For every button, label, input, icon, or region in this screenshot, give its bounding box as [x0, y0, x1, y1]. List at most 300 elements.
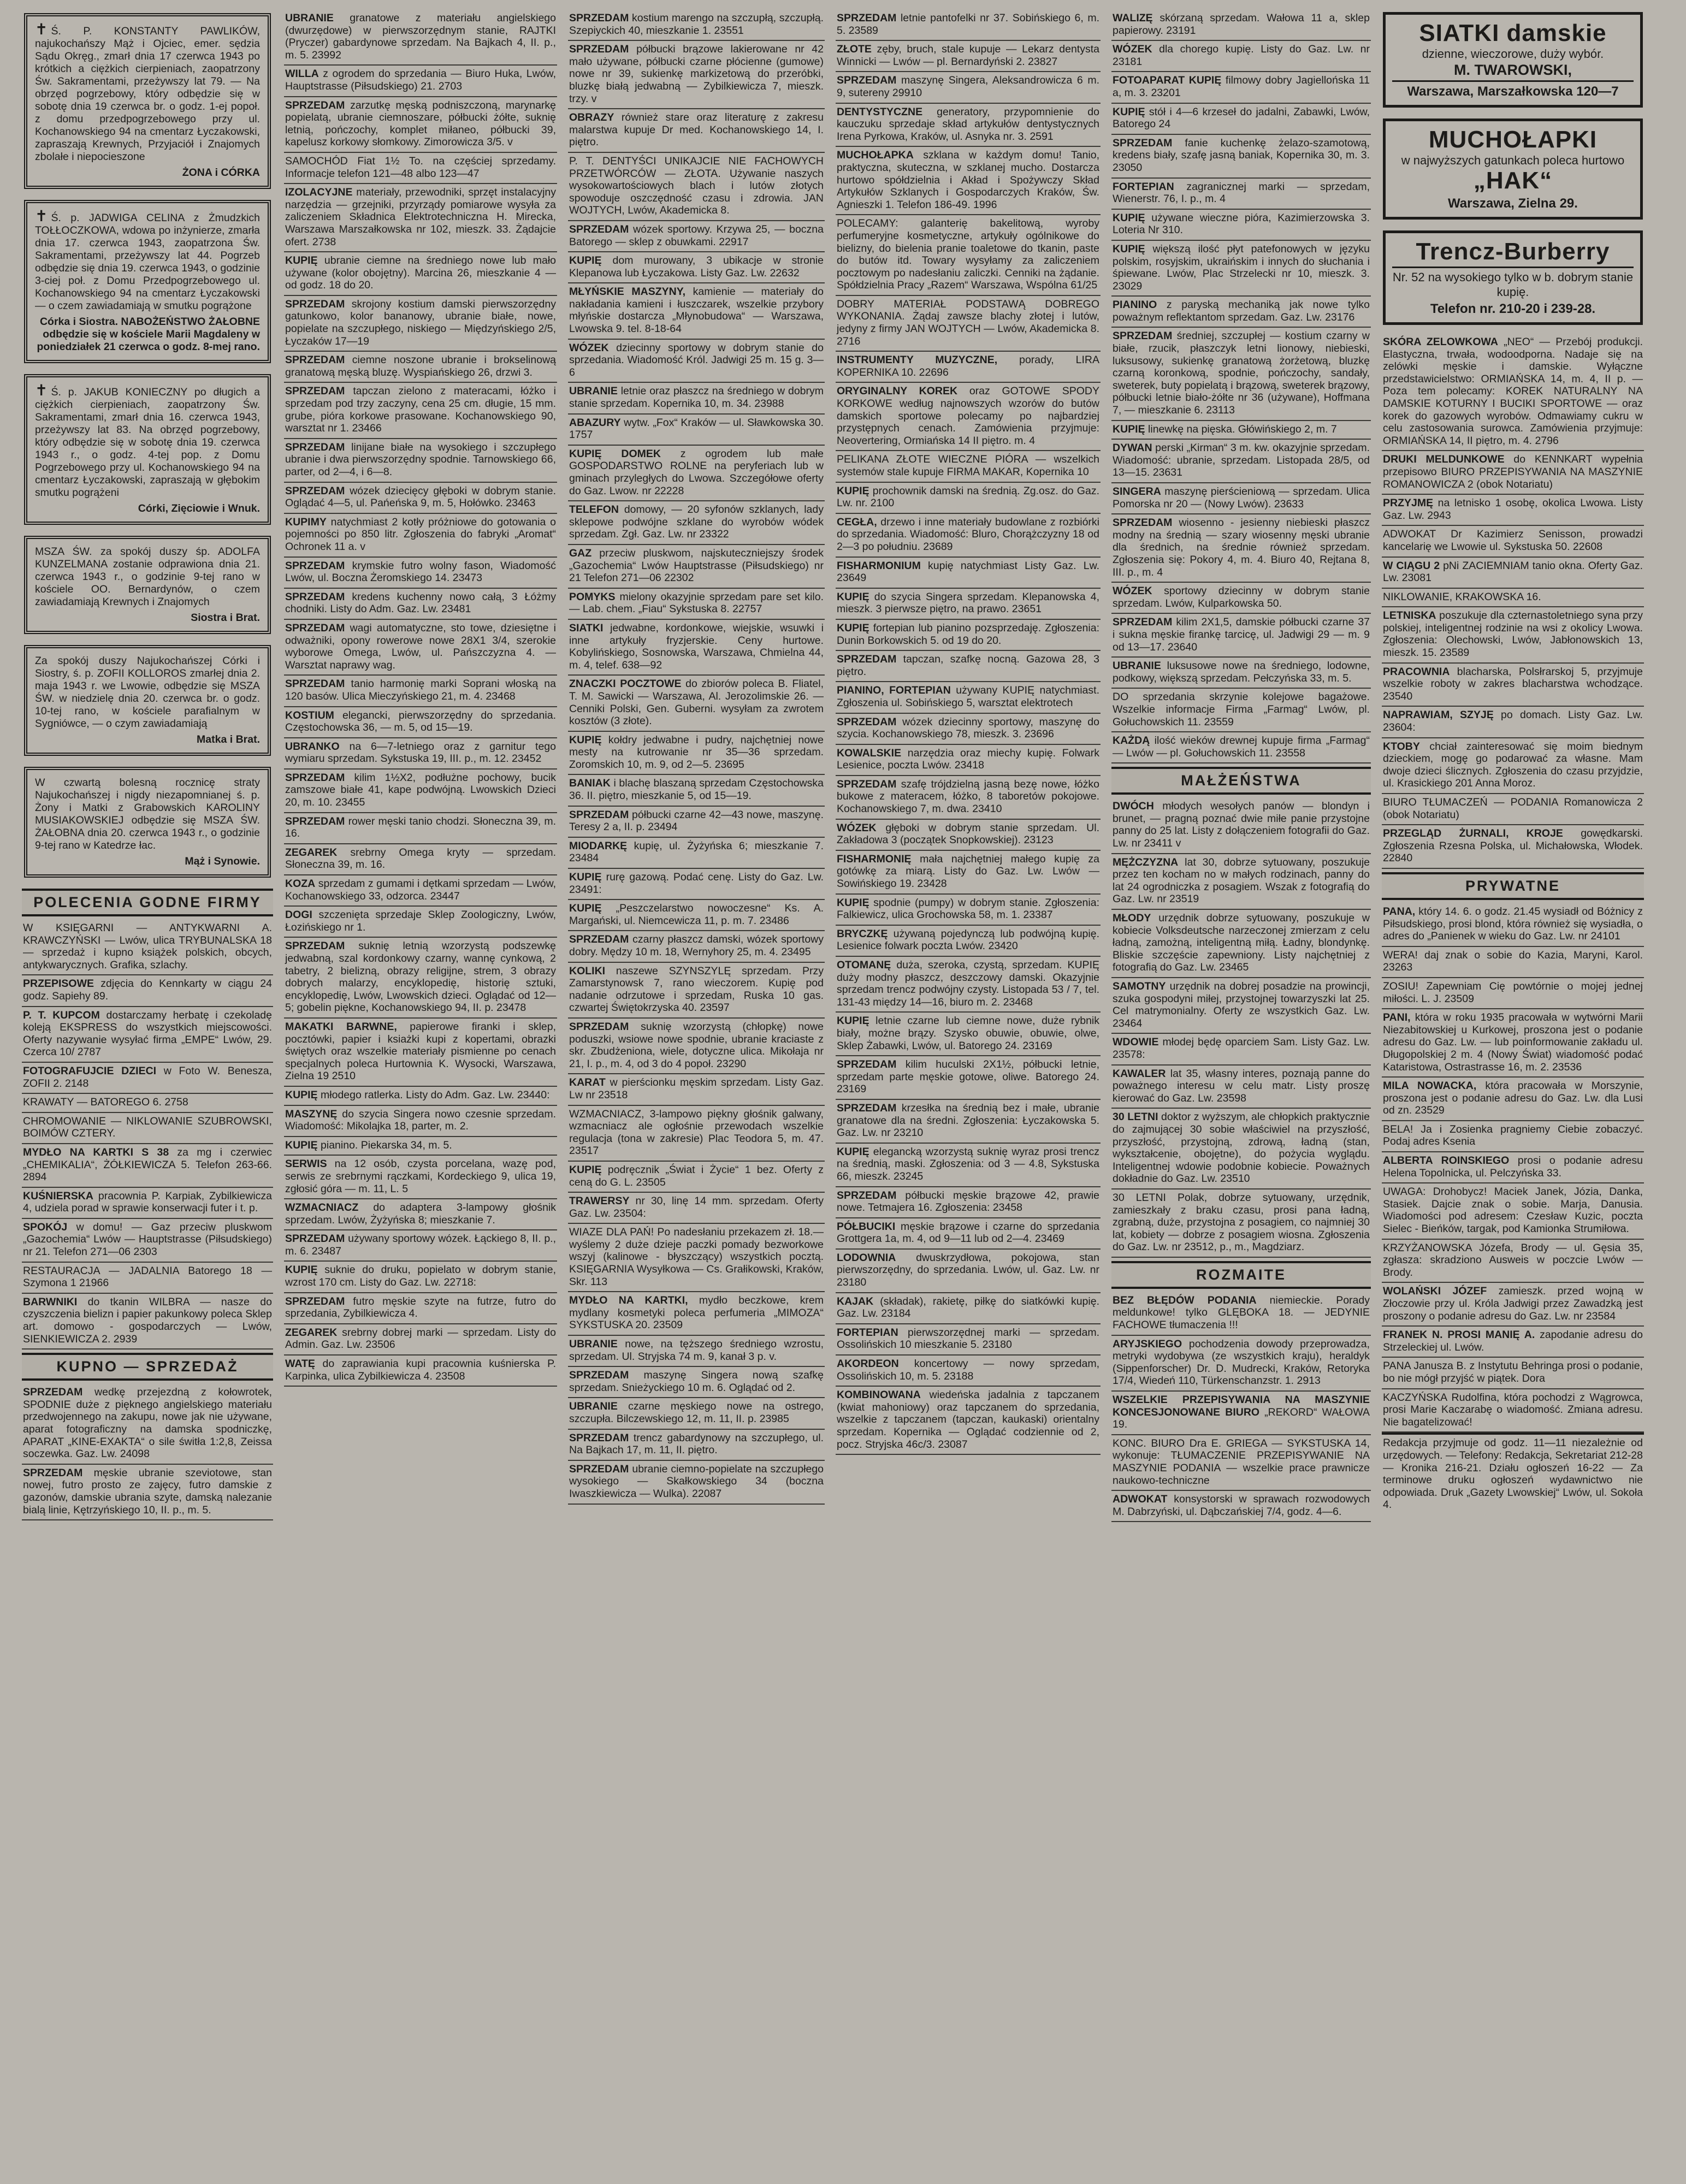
classified-ad: NIKLOWANIE, KRAKOWSKA 16.: [1382, 589, 1644, 608]
ad-lead-word: UBRANIE: [569, 385, 618, 398]
obituary-2: [24, 200, 271, 363]
classified-ad: SIATKI jedwabne, kordonkowe, wiejskie, wsuwki i inne artykuły fryzjerskie. Ceny hurtowe. Kobylińskiego, Sosnowska, Warszawa, Chmielna 44, m. 4, telef. 638—92: [568, 620, 825, 676]
classified-ad: PIANINO z paryską mechaniką jak nowe tylko poważnym reflektantom sprzedam. Gaz. Lw. 23176: [1111, 297, 1371, 328]
column-7: [1655, 10, 1686, 2174]
classified-ad: PANI, która w roku 1935 pracowała w wytwórni Marii Niezabitowskiej u Kurkowej, proszona jest o podanie adresu do Gaz. Lw. — lub poinformowanie zakładu ul. Długopolskiej 2 m. 4 (Nowy Świat) wiadomość podać Kataristowa, Ostrastrasse 16, m. 2. 23536: [1382, 1009, 1644, 1078]
ad-lead-word: SPOKÓJ: [23, 1221, 68, 1233]
obituary-text: Ś. p. JADWIGA CELINA z Żmudzkich TOŁŁOCZKOWA, wdowa po inżynierze, zmarła dnia 17. czerwca 1943, zaopatrzona Św. Sakramentami, przeżywszy lat 44. Pogrzeb odbędzie się dnia 19. czerwca 1943, o godzinie 3-ciej poł. z Domu Przedpogrzebowego ul. Kochanowskiego 94 na cmentarz Łyczakowski — o czem zawiadamiają w smutku pogrążone: [35, 212, 260, 312]
display-ad-name: „HAK“: [1473, 167, 1553, 194]
classified-ad: RESTAURACJA — JADALNIA Batorego 18 — Szymona 1 21966: [22, 1263, 273, 1294]
classified-ad: SPRZEDAM tapczan zielono z materacami, łóżko i sprzedam pod trzy zaczyny, cena 25 cm. długie, 15 mm. grube, pióra korkowe prasowane. Kochanowskiego 90, warsztat nr 1. 23466: [284, 383, 557, 439]
ad-lead-word: UBRANIE: [1113, 660, 1161, 672]
classified-ad: PIANINO, FORTEPIAN używany KUPIĘ natychmiast. Zgłoszenia ul. Sobińskiego 5, warsztat elektrotech: [836, 682, 1101, 713]
ad-lead-word: SPRZEDAM: [837, 778, 897, 790]
ad-lead-word: KUPIĘ: [1113, 242, 1145, 255]
classified-ad: MASZYNĘ do szycia Singera nowo czesnie sprzedam. Wiadomość: Mikolajka 18, parter, m. 2.: [284, 1106, 557, 1137]
ad-lead-word: PRZEGLĄD ŻURNALI, KROJE: [1383, 827, 1563, 840]
classified-ad: KUPIĘ elegancką wzorzystą suknię wyraz prosi trencz na średnią, maski. Zgłoszenia: od 3 — 4.8, Sykstuska 66, mieszk. 23245: [836, 1144, 1101, 1187]
classified-ad: MYDŁO NA KARTKI S 38 za mg i czerwiec „CHEMIKALIA“, ŻÓŁKIEWICZA 5. Telefon 263-66. 2894: [22, 1144, 273, 1188]
ad-lead-word: IZOLACYJNE: [285, 186, 353, 199]
classified-ad: FORTEPIAN pierwszorzędnej marki — sprzedam. Ossolińskich 10 mieszkanie 5. 23180: [836, 1324, 1101, 1356]
ad-lead-word: SPRZEDAM: [837, 1102, 897, 1114]
column-5: [1111, 10, 1371, 2174]
ad-lead-word: SPRZEDAM: [569, 808, 629, 821]
classified-ad: WZMACNIACZ do adaptera 3-lampowy głośnik sprzedam. Lwów, Żyżyńska 8; mieszkanie 7.: [284, 1199, 557, 1230]
classified-ad: WÓZEK sportowy dziecinny w dobrym stanie sprzedam. Lwów, Kulparkowska 50.: [1111, 583, 1371, 614]
ad-lead-word: LODOWNIA: [837, 1251, 896, 1264]
ad-lead-word: SPRZEDAM: [285, 559, 345, 572]
ad-lead-word: PIANINO, FORTEPIAN: [837, 684, 951, 697]
ad-lead-word: ZŁOTE: [837, 43, 872, 56]
ad-lead-word: KUPIĘ: [837, 484, 869, 497]
ad-lead-word: WATĘ: [285, 1358, 315, 1370]
classified-ad: INSTRUMENTY MUZYCZNE, porady, LIRA KOPERNIKA 10. 22696: [836, 352, 1101, 383]
ads-list: [22, 1384, 273, 1520]
classified-ad: ZŁOTE zęby, bruch, stale kupuje — Lekarz dentysta Winnicki — Lwów — pl. Bernardyński 2. 23827: [836, 41, 1101, 72]
classified-ad: WÓZEK dla chorego kupię. Listy do Gaz. Lw. nr 23181: [1111, 41, 1371, 72]
classified-ad: SPRZEDAM maszynę Singera nową szafkę sprzedam. Snieżyckiego 10 m. 6. Oglądać od 2.: [568, 1367, 825, 1398]
column-2: [284, 10, 557, 2174]
ad-lead-word: SPRZEDAM: [837, 715, 897, 728]
classified-ad: SINGERA maszynę pierścieniową — sprzedam. Ulica Pomorska nr 20 — (Nowy Lwów). 23633: [1111, 483, 1371, 514]
ad-lead-word: DOGI: [285, 909, 312, 921]
obituary-signature: Matka i Brat.: [197, 733, 260, 745]
ad-lead-word: DYWAN: [1113, 442, 1152, 454]
ad-lead-word: POMYKS: [569, 590, 616, 603]
classified-ad: WALIZĘ skórzaną sprzedam. Wałowa 11 a, sklep papierowy. 23191: [1111, 10, 1371, 41]
classified-ad: UBRANIE granatowe z materiału angielskiego (dwurzędowe) w pierwszorzędnym stanie, RAJTKI (Pryczer) gabardynowe sprzedam. Na Bajkach 4, II. p., m. 5. 23992: [284, 10, 557, 66]
ad-lead-word: KUPIĘ: [837, 1145, 869, 1158]
classified-ad: SPRZEDAM tapczan, szafkę nocną. Gazowa 28, 3 piętro.: [836, 651, 1101, 682]
classified-ad: KUPIĘ ubranie ciemne na średniego nowe lub mało używane (kolor obojętny). Marcina 26, mieszkanie 4 — od godz. 18 do 20.: [284, 252, 557, 296]
ad-lead-word: WÓZEK: [1113, 585, 1152, 597]
ad-lead-word: SPRZEDAM: [285, 590, 345, 603]
classified-ad: SPRZEDAM wagi automatyczne, sto towe, dziesiętne i odważniki, opony rowerowe nowe 28X1 3/4, szerokie wyborowe Omega, Lwów, ul. Pańszczyzna 4. — Warsztat naprawy wag.: [284, 620, 557, 676]
ad-lead-word: KUPIĘ: [1113, 105, 1145, 118]
ad-lead-word: KAWALER: [1113, 1067, 1166, 1080]
classified-ad: SERWIS na 12 osób, czysta porcelana, wazę pod, serwis ze srebrnymi rączkami, Kordeckiego 9, ulica 19, zgłosić góra — m. 11, L. 5: [284, 1156, 557, 1199]
ad-lead-word: SPRZEDAM: [569, 43, 629, 56]
display-ad-mucholapki: [1383, 119, 1643, 220]
classified-ad: FOTOAPARAT KUPIĘ filmowy dobry Jagiellońska 11 a, m. 3. 23201: [1111, 72, 1371, 103]
ad-lead-word: UBRANIE: [569, 1400, 618, 1413]
obituary-signature: Siostra i Brat.: [191, 612, 260, 624]
ad-lead-word: KUPIĘ: [285, 254, 318, 267]
ad-lead-word: ALBERTA ROINSKIEGO: [1383, 1155, 1510, 1167]
classified-ad: MIODARKĘ kupię, ul. Żyżyńska 6; mieszkanie 7. 23484: [568, 838, 825, 869]
classified-ad: SPRZEDAM szafę trójdzielną jasną bezę nowe, łóżko bukowe z materacem, łóżko, 8 taboretów pokojowe. Kochanowskiego 7, m. dwa. 23410: [836, 776, 1101, 820]
classified-ad: KUŚNIERSKA pracownia P. Karpiak, Zybilkiewicza 4, udziela porad w sprawie konserwacji futer i t. p.: [22, 1188, 273, 1219]
classified-ad: BEZ BŁĘDÓW PODANIA niemieckie. Porady meldunkowe! tylko GLĘBOKA 18. — JEDYNIE FACHOWE tłumaczenia !!!: [1111, 1292, 1371, 1336]
classified-ad: ZOSIU! Zapewniam Cię powtórnie o mojej jednej miłości. L. J. 23509: [1382, 978, 1644, 1009]
classified-ad: SPRZEDAM letnie pantofelki nr 37. Sobińskiego 6, m. 5. 23589: [836, 10, 1101, 41]
ad-lead-word: KUPIMY: [285, 516, 327, 528]
classified-ad: SAMOCHÓD Fiat 1½ To. na częściej sprzedamy. Informacje telefon 121—48 albo 123—47: [284, 153, 557, 184]
ad-lead-word: WDOWIE: [1113, 1036, 1159, 1049]
ad-lead-word: SPRZEDAM: [285, 771, 345, 784]
ad-lead-word: SPRZEDAM: [569, 1431, 629, 1444]
column-6: [1382, 10, 1644, 2174]
ad-lead-word: FORTEPIAN: [837, 1326, 898, 1339]
display-ad-address: Telefon nr. 210-20 i 239-28.: [1430, 301, 1596, 316]
ad-lead-word: KUPIĘ: [569, 1163, 602, 1176]
ad-lead-word: WÓZEK: [1113, 43, 1152, 56]
classified-ad: GAZ przeciw pluskwom, najskuteczniejszy środek „Gazochemia“ Lwów Hauptstrasse (Piłsudskiego) nr 21 Telefon 271—06 22302: [568, 545, 825, 589]
ad-lead-word: SAMOTNY: [1113, 980, 1166, 992]
classified-ad: UBRANIE czarne męskiego nowe na ostrego, szczupła. Bilczewskiego 12, m. 11, II. p. 23985: [568, 1398, 825, 1429]
classified-ad: W CIĄGU 2 pNi ZACIEMNIAM tanio okna. Oferty Gaz. Lw. 23081: [1382, 558, 1644, 589]
ad-lead-word: 30 LETNI: [1113, 1111, 1158, 1123]
ad-lead-word: KOSTIUM: [285, 709, 334, 721]
classified-ad: CEGŁA, drzewo i inne materiały budowlane z rozbiórki do sprzedania. Wiadomość: Bluro, Chorążczyzny 18 od 2—3 po południu. 23689: [836, 514, 1101, 558]
obituary-text: W czwartą bolesną rocznicę straty Najukochańszej i nigdy niezapomnianej ś. p. Żony i Matki z Grabowskich KAROLINY MUSIAKOWSKIEJ odbędzie się MSZA ŚW. ŻAŁOBNA dnia 20. czerwca 1943 r., o godzinie 9-tej rano w Katedrze łac.: [35, 777, 260, 851]
ad-lead-word: KOZA: [285, 878, 316, 890]
classified-ad: SPRZEDAM tanio harmonię marki Soprani włoską na 120 basów. Ulica Mieczyńskiego 21, m. 4. 23468: [284, 676, 557, 707]
ad-lead-word: OBRAZY: [569, 111, 614, 124]
column-4: [836, 10, 1101, 2174]
ad-lead-word: DRUKI MELDUNKOWE: [1383, 453, 1505, 466]
classified-ad: SPRZEDAM kredens kuchenny nowo całą, 3 Łóżmy chodniki. Listy do Adm. Gaz. Lw. 23481: [284, 589, 557, 620]
classified-ad: PRZEPISOWE zdjęcia do Kennkarty w ciągu 24 godz. Sapiehy 89.: [22, 975, 273, 1007]
classified-ad: KAŻDĄ ilość wieków drewnej kupuje firma „Farmag“ — Lwów — pl. Gołuchowskich 11. 23558: [1111, 732, 1371, 763]
ad-lead-word: MŁYŃSKIE MASZYNY,: [569, 286, 686, 298]
classified-ad: SAMOTNY urzędnik na dobrej posadzie na prowincji, szuka gospodyni miłej, przystojnej towarzyszki lat 25. Cel matrymonialny. Oferty ze wszystkich Gaz. Lw. 23464: [1111, 978, 1371, 1034]
classified-ad: AKORDEON koncertowy — nowy sprzedam, Ossolińskich 10, m. 5. 23188: [836, 1356, 1101, 1387]
classified-ad: ZEGAREK srebrny Omega kryty — sprzedam. Słoneczna 39, m. 16.: [284, 844, 557, 875]
display-ad-headline: MUCHOŁAPKI: [1428, 126, 1598, 153]
classified-ad: UBRANIE nowe, na tęższego średniego wzrostu, sprzedam. Ul. Stryjska 74 m. 9, kanał 3 p. v.: [568, 1336, 825, 1367]
obituary-text: Ś. P. KONSTANTY PAWLIKÓW, najukochańszy Mąż i Ojciec, emer. sędzia Sądu Okręg., zmarł dnia 17 czerwca 1943 po krótkich a ciężkich cierpieniach, zaopatrzony Św. Sakramentami, przeżywszy lat 79. — Na obrzęd pogrzebowy, który odbędzie się w sobotę dnia 19 czerwca br. o godz. 1-ej popoł. z domu przedpogrzebowego przy ul. Kochanowskiego 94 na cmentarz Łyczakowski, zapraszają Krewnych, Przyjaciół i Znajomych zbolałe i niepocieszone: [35, 25, 260, 163]
classified-ad: ADWOKAT konsystorski w sprawach rozwodowych M. Dabrzyński, ul. Dąbczańskiej 7/4, godz. 4—6.: [1111, 1491, 1371, 1522]
classified-ad: KRAWATY — BATOREGO 6. 2758: [22, 1094, 273, 1113]
classified-ad: KRZYŻANOWSKA Józefa, Brody — ul. Gęsia 35, zgłasza: skradziono Ausweis w poczcie Lwów — Brody.: [1382, 1240, 1644, 1283]
ad-lead-word: ZEGAREK: [285, 846, 338, 859]
ad-lead-word: MĘŻCZYZNA: [1113, 856, 1179, 868]
classified-ad: 30 LETNI Polak, dobrze sytuowany, urzędnik, zamieszkały z braku czasu, prosi pana ładną, zgrabną, duże, przystojna z posagiem, co najmniej 30 lat, kobiety — dobrze z posagiem wiosna. Zgłoszenia do Gaz. Lw. nr 23512, p., m., Magdziarz.: [1111, 1189, 1371, 1258]
classified-ad: TRAWERSY nr 30, linę 14 mm. sprzedam. Oferty Gaz. Lw. 23504:: [568, 1193, 825, 1224]
display-ad-address: Warszawa, Zielna 29.: [1448, 196, 1578, 211]
classified-ad: NAPRAWIAM, SZYJĘ po domach. Listy Gaz. Lw. 23604:: [1382, 707, 1644, 738]
ad-lead-word: SPRZEDAM: [285, 1295, 345, 1307]
classified-ad: SPRZEDAM suknię letnią wzorzystą podszewkę jedwabną, szal kordonkowy czarny, wannę cynkową, 2 tabetry, 2 bielizną, obrazy religijne, strem, 3 obrazy dobrych malarzy, encyklopedię, historię sztuki, encyklopedię, Lwów, Lwowskich dzieci. Oglądać od 12—5; gobelin piękne, Kochanowskiego 94, II. p. 23478: [284, 938, 557, 1019]
classified-ad: SPRZEDAM rower męski tanio chodzi. Słoneczna 39, m. 16.: [284, 813, 557, 844]
publisher-footer: Redakcja przyjmuje od godz. 11—11 niezależnie od urzędowych. — Telefony: Redakcja, Sekretariat 212-28 — Kronika 216-21. Działu ogłoszeń 16-22 — Za terminowe druku ogłoszeń wydawnictwo nie odpowiada. Druk „Gazety Lwowskiej“ Lwów, ul. Sokoła 4.: [1382, 1433, 1644, 1514]
classified-ad: KOZA sprzedam z gumami i dętkami sprzedam — Lwów, Kochanowskiego 33, odzorca. 23447: [284, 875, 557, 907]
ad-lead-word: KUPIĘ DOMEK: [569, 447, 661, 460]
classified-ad: DO sprzedania skrzynie kolejowe bagażowe. Wszelkie informacje Firma „Farmag“ Lwów, pl. Gołuchowskich 11. 23559: [1111, 689, 1371, 732]
ad-lead-word: SPRZEDAM: [569, 1020, 629, 1033]
classified-ad: PRACOWNIA blacharska, Polsłrarskoj 5, przyjmuje wszelkie roboty w zakres blacharstwa wchodzące. 23540: [1382, 664, 1644, 707]
obituary-signature: Córki, Zięciowie i Wnuk.: [138, 502, 260, 514]
classified-ad: DOGI szczenięta sprzedaje Sklep Zoologiczny, Lwów, Łozińskiego nr 1.: [284, 907, 557, 938]
ad-lead-word: SPRZEDAM: [285, 99, 345, 111]
classified-ad: MAKATKI BARWNE, papierowe firanki i sklep, pocztówki, papier i ksiażki kupi z kopertami, obrazki świętych oraz wszelkie materiały pismienne po cenach specjalnych poleca Hurtownia K. Wysocki, Warszawa, Zielna 19 2510: [284, 1019, 557, 1087]
ad-lead-word: KUPIĘ: [837, 622, 869, 634]
ad-lead-word: SPRZEDAM: [285, 298, 345, 310]
classified-ad: POMYKS mielony okazyjnie sprzedam pare set kilo. — Lab. chem. „Fiau“ Sykstuska 8. 22757: [568, 589, 825, 620]
ad-lead-word: LETNISKA: [1383, 609, 1436, 622]
classified-ad: SPRZEDAM wiosenno - jesienny niebieski płaszcz modny na średnią — szary wiosenny męski ubranie dla średnich, na średnie również sprzedam. Zgłoszenia się: Pokory 4, m. 4. Biuro 40, Rejtana 8, III. p., m. 4: [1111, 514, 1371, 583]
classified-ad: WSZELKIE PRZEPISYWANIA NA MASZYNIE KONCESJONOWANE BIURO „REKORD“ WAŁOWA 19.: [1111, 1392, 1371, 1435]
ad-lead-word: AKORDEON: [837, 1358, 899, 1370]
ad-lead-word: SPRZEDAM: [285, 441, 345, 453]
ad-lead-word: KUPIĘ: [837, 896, 869, 909]
classified-ad: SPRZEDAM średniej, szczupłej — kostium czarny w białe, rzucik, płaszczyk letni lionowy, niebieski, luksusowy, sukienkę granatową żorżetową, bluzkę czarną koronkową, spodnie, pończochy, sandały, sweterek, buty popielatą i brązową, sweterek brązowy, półbucki letnie biało-żółte nr 36 (używane), Hoffmana 7, — mieszkanie 6. 23113: [1111, 328, 1371, 421]
ad-lead-word: WALIZĘ: [1113, 12, 1153, 24]
classified-ad: SPRZEDAM fanie kuchenkę żelazo-szamotową, kredens biały, szafę jasną baniak, Kopernika 30, m. 3. 23050: [1111, 135, 1371, 179]
ad-lead-word: SPRZEDAM: [285, 385, 345, 398]
classified-ad: SPRZEDAM zarzutkę męską podniszczoną, marynarkę popielatą, ubranie ciemnoszare, półbucki żółte, suknię letnią, pończochy, komplet miłaneo, półbucki 39, kapelusz korkowy słomkowy. Zimorowicza 3/5. v: [284, 97, 557, 153]
ad-lead-word: FISHARMONIUM: [837, 559, 921, 572]
obituary-signature: Mąż i Synowie.: [185, 855, 260, 867]
ad-lead-word: FORTEPIAN: [1113, 180, 1174, 193]
classified-ad: KUPIĘ stół i 4—6 krzeseł do jadalni, Zabawki, Lwów, Batorego 24: [1111, 104, 1371, 135]
classified-ad: P. T. DENTYŚCI UNIKAJCIE NIE FACHOWYCH PRZETWÓRCÓW — ZŁOTA. Używanie naszych wysokowartościowych blach i lutów złotych spowoduje oszczędność czasu i zdrowia. JAN WOJTYCH, Lwów, Akademicka 8.: [568, 153, 825, 221]
ad-lead-word: GAZ: [569, 547, 592, 559]
classified-ad: KOMBINOWANA wiedeńska jadalnia z tapczanem (kwiat mahoniowy) oraz tapczanem do sprzedania, wszelkie z tapczanem (tapczan, kaukaski) orientalny sprzedam. Kopernika — Oglądać codziennie od 2, pocz. Stryjska 46c/3. 23087: [836, 1387, 1101, 1455]
ads-list: [22, 920, 273, 1350]
ad-lead-word: ARYJSKIEGO: [1113, 1337, 1182, 1350]
section-banner-buy-sell: KUPNO — SPRZEDAŻ: [22, 1353, 273, 1381]
classified-ad: KUPIĘ podręcznik „Świat i Życie“ 1 bez. Oferty z ceną do G. L. 23505: [568, 1162, 825, 1193]
classified-ad: FISHARMONIUM kupię natychmiast Listy Gaz. Lw. 23649: [836, 558, 1101, 589]
ad-lead-word: KUPIĘ: [1113, 211, 1145, 224]
ad-lead-word: TELEFON: [569, 504, 619, 516]
ad-lead-word: FOTOAPARAT KUPIĘ: [1113, 74, 1222, 87]
classified-ad: ZNACZKI POCZTOWE do zbiorów poleca B. Fliatel, T. M. Sawicki — Warszawa, Al. Jerozolimskie 26. — Cenniki Polski, Gen. Guberni. wysyłam za zwrotem kosztów (3 złote).: [568, 676, 825, 731]
ad-lead-word: SPRZEDAM: [1113, 137, 1173, 149]
classified-ad: KAJAK (składak), rakietę, piłkę do siatkówki kupię. Gaz. Lw. 23184: [836, 1293, 1101, 1324]
ad-lead-word: SPRZEDAM: [569, 933, 629, 946]
display-ad-headline: Trencz-Burberry: [1416, 238, 1610, 265]
newspaper-page: [22, 10, 1666, 2174]
classified-ad: UBRANKO na 6—7-letniego oraz z garnitur tego wymiaru sprzedam. Sykstuska 19, III. p., m. 12. 23452: [284, 738, 557, 770]
column-3: [568, 10, 825, 2174]
classified-ad: MUCHOŁAPKA szklana w każdym domu! Tanio, praktyczna, skuteczna, w szklanej mucho. Dostarcza hurtowo spółdzielnia i Akład i Spożywczy Skład Artykułów Szklanych i Gospodarczych Kraków, Św. Agnieszki 1. Telefon 186-49. 1996: [836, 147, 1101, 215]
ad-lead-word: PIANINO: [1113, 299, 1157, 311]
classified-ad: WDOWIE młodej będę oparciem Sam. Listy Gaz. Lw. 23578:: [1111, 1034, 1371, 1065]
ad-lead-word: SINGERA: [1113, 486, 1161, 498]
classified-ad: FISHARMONIĘ mała najchętniej małego kupię za gotówkę za miarą. Listy do Gaz. Lw. Lwów — Sowińskiego 19. 23428: [836, 851, 1101, 895]
classified-ad: SPRZEDAM używany sportowy wózek. Łąckiego 8, II. p., m. 6. 23487: [284, 1230, 557, 1262]
classified-ad: PRZEGLĄD ŻURNALI, KROJE gowędkarski. Zgłoszenia Rzesna Polska, ul. Michałowska, Włodek. 22840: [1382, 825, 1644, 869]
classified-ad: ALBERTA ROINSKIEGO prosi o podanie adresu Helena Topolnicka, ul. Pelczyńska 33.: [1382, 1152, 1644, 1183]
ad-lead-word: SPRZEDAM: [837, 1058, 897, 1071]
obituary-1: [24, 13, 271, 189]
obituary-3: [24, 374, 271, 525]
classified-ad: WÓZEK głęboki w dobrym stanie sprzedam. Ul. Zakładowa 3 (początek Snopkowskiej). 23123: [836, 820, 1101, 851]
ad-lead-word: SERWIS: [285, 1158, 327, 1170]
classified-ad: OTOMANĘ duża, szeroka, czystą, sprzedam. KUPIĘ duży modny płaszcz, deszczowy damski. Okazyjnie sprzedam trencz podwójny czysty. Listopada 53 / 7, tel. 131-43 między 14—16, biuro m. 2. 23468: [836, 957, 1101, 1013]
classified-ad: UBRANIE letnie oraz płaszcz na średniego w dobrym stanie sprzedam. Kopernika 10, m. 34. 23988: [568, 383, 825, 414]
ad-lead-word: PRZYJMĘ: [1383, 497, 1434, 510]
ad-lead-word: OTOMANĘ: [837, 959, 891, 971]
ad-lead-word: KUPIĘ: [837, 1015, 869, 1027]
ad-lead-word: KUPIĘ: [285, 1264, 318, 1276]
ad-lead-word: SPRZEDAM: [1113, 616, 1173, 629]
classified-ad: KUPIĘ prochownik damski na średnią. Zg.osz. do Gaz. Lw. nr. 2100: [836, 483, 1101, 514]
ad-lead-word: KARAT: [569, 1076, 606, 1089]
ad-lead-word: SPRZEDAM: [285, 484, 345, 497]
classified-ad: KUPIĘ używane wieczne pióra, Kazimierzowska 3. Loteria Nr 310.: [1111, 210, 1371, 241]
display-ad-subline: w najwyższych gatunkach poleca hurtowo: [1401, 153, 1625, 167]
classified-ad: KUPIĘ dom murowany, 3 ubikacje w stronie Klepanowa lub Łyczakowa. Listy Gaz. Lw. 22632: [568, 252, 825, 283]
ad-lead-word: SPRZEDAM: [837, 653, 897, 666]
ad-lead-word: ABAZURY: [569, 416, 621, 429]
classified-ad: POLECAMY: galanterię bakelitową, wyroby perfumeryjne kosmetyczne, artykuły ogólnikowe do bielizny, do bielenia pranie toaletowe do tkanin, paste do butów itd. Towary wysyłamy za zaliczeniem pocztowym po nadesłaniu zaliczki. Cenniki na żądanie. Spółdzielnia Pracy „Razem“ Warszawa, Wspólna 61/25: [836, 215, 1101, 296]
display-ad-siatki: [1383, 12, 1643, 108]
ads-list: [1111, 1292, 1371, 1523]
classified-ad: PANA Janusza B. z Instytutu Behringa prosi o podanie, bo nie mógł przyjść w piątek. Dora: [1382, 1358, 1644, 1389]
obituary-signature: ŻONA i CÓRKA: [182, 167, 260, 179]
ad-lead-word: PÓŁBUCIKI: [837, 1220, 896, 1233]
classified-ad: KUPIĘ rurę gazową. Podać cenę. Listy do Gaz. Lw. 23491:: [568, 869, 825, 900]
classified-ad: SPRZEDAM męskie ubranie szeviotowe, stan nowej, futro prosto ze zajęcy, futro damskie z gazonów, damskie ubrania szyte, damską nalezanie bialą linie, Kętrzyńskiego 10, II. p., m. 5.: [22, 1465, 273, 1520]
ad-lead-word: FISHARMONIĘ: [837, 853, 912, 865]
ad-lead-word: KUPIĘ: [1113, 423, 1145, 435]
ad-lead-word: PRZEPISOWE: [23, 978, 94, 990]
classified-ad: KOLIKI naszewe SZYNSZYLĘ sprzedam. Przy Zamarstynowsk 7, rano wieczorem. Kupię pod nadanie odrzutowe i sprzedam, Ruska 10 gas. czwartej Świętokrzyska 40. 23597: [568, 963, 825, 1019]
ad-lead-word: KUPIĘ: [285, 1139, 318, 1151]
ad-lead-word: SPRZEDAM: [285, 354, 345, 366]
classified-ad: SPRZEDAM suknię wzorzystą (chłopkę) nowe poduszki, wsiowe nowe spodnie, ubranie kraciaste z skr. Zbudżeniona, wiele, dotyczne ulica. Mikołaja nr 21, I. p., m. 4, od 3 do 4 popoł. 23290: [568, 1019, 825, 1074]
ad-lead-word: KUPIĘ: [569, 902, 602, 915]
classified-ad: ADWOKAT Dr Kazimierz Senisson, prowadzi kancelarię we Lwowie ul. Sykstuska 50. 22608: [1382, 526, 1644, 557]
ad-lead-word: FOTOGRAFUJCIE DZIECI: [23, 1064, 157, 1077]
ad-lead-word: SPRZEDAM: [1113, 330, 1173, 342]
ad-lead-word: MASZYNĘ: [285, 1108, 338, 1120]
display-ad-trencz: [1383, 230, 1643, 325]
classified-ad: SPRZEDAM ciemne noszone ubranie i brokselinową granatową męską bluzę. Wyspiańskiego 26, drzwi 3.: [284, 352, 557, 383]
ad-lead-word: SPRZEDAM: [569, 1369, 629, 1382]
classified-ad: KUPIĘ „Peszczelarstwo nowoczesne“ Ks. A. Margański, ul. Niemcewicza 11, p. m. 7. 23486: [568, 900, 825, 931]
ad-lead-word: KUPIĘ: [285, 1088, 318, 1101]
ad-lead-word: MYDŁO NA KARTKI,: [569, 1294, 688, 1307]
ad-lead-word: SPRZEDAM: [285, 815, 345, 827]
classified-ad: KUPIĘ DOMEK z ogrodem lub małe GOSPODARSTWO ROLNE na peryferiach lub w gminach przyległych do Lwowa. Szczegółowe oferty do Gaz. Lwow. nr 22228: [568, 446, 825, 501]
ad-lead-word: SPRZEDAM: [837, 74, 897, 87]
classified-ad: LETNISKA poszukuje dla czternastoletniego syna przy polskiej, inteligentnej rodzinie na wsi z okolicy Lwowa. Zgłoszenia: Olechowski, Lwów, Jabłonowskich 13, mieszk. 15. 23589: [1382, 607, 1644, 663]
ad-lead-word: W CIĄGU 2: [1383, 559, 1440, 572]
classified-ad: W KSIĘGARNI — ANTYKWARNI A. KRAWCZYŃSKI — Lwów, ulica TRYBUNALSKA 18 — sprzedaż i kupno książek polskich, obcych, antykwarycznych. Grafika, szlachy.: [22, 920, 273, 975]
ad-lead-word: SPRZEDAM: [23, 1386, 83, 1399]
ad-lead-word: SPRZEDAM: [837, 12, 897, 24]
classified-ad: IZOLACYJNE materiały, przewodniki, sprzęt instalacyjny narzędzia — grzejniki, przyrządy pomiarowe wysyła za zaliczeniem Składnica Elektrotechniczna H. Mirecka, Warszawa Marszałkowska nr 102, mieszk. 33. Żądajcie ofert. 2738: [284, 184, 557, 252]
ad-lead-word: SPRZEDAM: [1113, 517, 1173, 529]
ad-lead-word: SPRZEDAM: [837, 1189, 897, 1202]
ad-lead-word: WSZELKIE PRZEPISYWANIA NA MASZYNIE KONCESJONOWANE BIURO: [1113, 1394, 1370, 1418]
classified-ad: FOTOGRAFUJCIE DZIECI w Foto W. Benesza, ZOFII 2. 2148: [22, 1063, 273, 1094]
ad-lead-word: WOLAŃSKI JÓZEF: [1383, 1285, 1487, 1298]
obituary-6: [24, 767, 271, 878]
ad-lead-word: KAJAK: [837, 1295, 874, 1307]
ad-lead-word: UBRANKO: [285, 740, 340, 753]
classified-ad: MILA NOWACKA, która pracowała w Morszynie, proszona jest o podanie adresu do Gaz. Lw. dla Lusi od zn. 23529: [1382, 1078, 1644, 1121]
classified-ad: OBRAZY również stare oraz literaturę z zakresu malarstwa kupuje Dr med. Kochanowskiego 14, I. piętro.: [568, 109, 825, 153]
classified-ad: SKÓRA ZELOWKOWA „NEO“ — Przebój produkcji. Elastyczna, trwała, wodoodporna. Nadaje się na zelówki męskie i damskie. Wyłączne przedstawicielstwo: ORMIAŃSKA 14, m. 4, II p. — Poza tem polecamy: KOREK NATURALNY NA DAMSKIE KOTURNY I BUCIKI SPORTOWE — oraz korek do gazowych wyrobów. Odmawiamy cukru w celu zastosowania surowca. Zamówienia przyjmuje: ORMIAŃSKA 14, II piętro, m. 4. 2796: [1382, 334, 1644, 451]
ad-lead-word: NAPRAWIAM, SZYJĘ: [1383, 709, 1494, 721]
cross-icon: ✝: [35, 208, 48, 224]
classified-ad: WERA! daj znak o sobie do Kazia, Maryni, Karol. 23263: [1382, 947, 1644, 978]
classified-ad: SPRZEDAM skrojony kostium damski pierwszorzędny gatunkowo, kolor bananowy, ubranie białe, nowe, popielate na szczupłego, niskiego — Międzyńskiego 2/5, Łyczaków 17—19: [284, 296, 557, 352]
ad-lead-word: UBRANIE: [285, 12, 334, 24]
classified-ad: P. T. KUPCOM dostarczamy herbatę i czekoladę koleją EKSPRESS do wszystkich miejscowości. Oferty nazywanie wysyłać firma „EMPE“ Lwów, 29. Czerca 10/ 2787: [22, 1007, 273, 1063]
ad-lead-word: SKÓRA ZELOWKOWA: [1383, 336, 1498, 348]
classified-ad: KACZYŃSKA Rudolfina, która pochodzi z Wągrowca, prosi Marie Kaczarabę o wiadomość. Zmiana adresu. Nie bagatelizować!: [1382, 1389, 1644, 1433]
ads-list: [568, 10, 825, 1505]
ads-list: [1111, 798, 1371, 1258]
classified-ad: SPRZEDAM kostium marengo na szczupłą, szczupłą. Szepiyckich 40, mieszkanie 1. 23551: [568, 10, 825, 41]
classified-ad: WZMACNIACZ, 3-lampowo piękny głośnik galwany, wzmacniacz ale ogłośnie przewodach wszelkie regulacja (tona w zakresie) Plac Teodora 5, m. 47. 23517: [568, 1106, 825, 1162]
ad-lead-word: KTOBY: [1383, 740, 1420, 753]
classified-ad: MĘŻCZYZNA lat 30, dobrze sytuowany, poszukuje przez ten kocham no w małych rodzinach, panny do lat 24 ogrodniczka z posagiem. Wszak z fotografią do Gaz. Lw. nr 23519: [1111, 854, 1371, 910]
ad-lead-word: PRACOWNIA: [1383, 665, 1450, 678]
ad-lead-word: MYDŁO NA KARTKI S 38: [23, 1146, 169, 1158]
ad-lead-word: WÓZEK: [837, 821, 877, 834]
classified-ad: SPRZEDAM półbucki czarne 42—43 nowe, maszynę. Teresy 2 a, II. p. 23494: [568, 807, 825, 838]
classified-ad: KUPIĘ spodnie (pumpy) w dobrym stanie. Zgłoszenia: Falkiewicz, ulica Grochowska 58, m. 1. 23387: [836, 895, 1101, 926]
classified-ad: KUPIĘ letnie czarne lub ciemne nowe, duże rybnik biały, możne brązy. Szysko obuwie, obuwie, olwe, Sklep Żabawki, Lwów, ul. Batorego 24. 23169: [836, 1013, 1101, 1056]
classified-ad: SPRZEDAM futro męskie szyte na futrze, futro do sprzedania, Zybilkiewicza 4.: [284, 1293, 557, 1324]
cross-icon: ✝: [35, 382, 48, 399]
ad-lead-word: ORYGINALNY KOREK: [837, 385, 958, 398]
ad-lead-word: SPRZEDAM: [285, 1233, 345, 1245]
ad-lead-word: KUPIĘ: [837, 590, 869, 603]
classified-ad: ORYGINALNY KOREK oraz GOTOWE SPODY KORKOWE według najnowszych wzorów do butów damskich sportowe polecamy po najbardziej przystępnych cenach. Zamówienia przyjmuje: Neovertering, Ormiańska 14 II piętro. m. 4: [836, 383, 1101, 451]
ad-lead-word: SPRZEDAM: [23, 1466, 83, 1479]
ad-lead-word: INSTRUMENTY MUZYCZNE,: [837, 354, 998, 366]
classified-ad: SPRZEDAM kilim 1½X2, podłużne pochowy, bucik zamszowe białe 41, kape podwójną. Lwowskich Dzieci 20, m. 10. 23455: [284, 770, 557, 813]
classified-ad: DYWAN perski „Kirman“ 3 m. kw. okazyjnie sprzedam. Wiadomość: ubranie, sprzedam. Listopada 28/5, od 13—15. 23631: [1111, 440, 1371, 483]
ad-lead-word: KUPIĘ: [569, 254, 602, 267]
classified-ad: 30 LETNI doktor z wyższym, ale chłopkich praktycznie do zajmującej 30 sobie właściwiel na przyszłość, przyszłość, przystojną, zdrową, ładną (stan, wykształcenie, obojętne), do pożycia wyglądu. Inteligentnej wdowie podobnie kobiecie. Poważnych dokładnie do Gaz. Lw. 23510: [1111, 1109, 1371, 1189]
section-banner-miscellaneous: ROZMAITE: [1111, 1261, 1371, 1289]
classified-ad: KUPIĘ do szycia Singera sprzedam. Klepanowska 4, mieszk. 3 pierwsze piętro, na prawo. 23651: [836, 589, 1101, 620]
classified-ad: SPRZEDAM wedkę przejezdną z kołowrotek, SPODNIE duże z pięknego angielskiego materiału przedwojennego na zakupu, nowe jak nie używane, aparat fotograficzny na damska spodniczkę, APARAT „KINE-EXAKTA“ o sile świtła 1:2,8, Zeissa soczewka. Gaz. Lw. 24098: [22, 1384, 273, 1465]
classified-ad: ZEGAREK srebrny dobrej marki — sprzedam. Listy do Admin. Gaz. Lw. 23506: [284, 1324, 557, 1356]
cross-icon: ✝: [35, 21, 48, 38]
classified-ad: DWÓCH młodych wesołych panów — blondyn i brunet, — pragną poznać dwie miłe panie przystojne panny do 25 lat. Listy z dołączeniem fotografii do Gaz. Lw. nr 23411 v: [1111, 798, 1371, 854]
ad-lead-word: BARWNIKI: [23, 1295, 78, 1308]
ads-list: [1111, 10, 1371, 763]
section-banner-private: PRYWATNE: [1382, 872, 1644, 900]
classified-ad: SPRZEDAM wózek dziecięcy głęboki w dobrym stanie. Oglądać 4—5, ul. Pańeńska 9, m. 5, Hołówko. 23463: [284, 483, 557, 514]
section-banner-recommended-firms: POLECENIA GODNE FIRMY: [22, 889, 273, 916]
classified-ad: FRANEK N. PROSI MANIĘ A. zapodanie adresu do Strzeleckiej ul. Lwów.: [1382, 1327, 1644, 1358]
display-ad-name: M. TWAROWSKI,: [1454, 62, 1572, 78]
ads-list: [1382, 903, 1644, 1433]
ad-lead-word: ZEGAREK: [285, 1326, 338, 1339]
classified-ad: KUPIĘ młodego ratlerka. Listy do Adm. Gaz. Lw. 23440:: [284, 1087, 557, 1106]
classified-ad: KONC. BIURO Dra E. GRIEGA — SYKSTUSKA 14, wykonuje: TŁUMACZENIE PRZEPISYWANIE NA MASZYNIE PODANIA — wszelkie prace prawnicze naukowo-techniczne: [1111, 1435, 1371, 1491]
classified-ad: KUPIĘ linewkę na pięska. Główińskiego 2, m. 7: [1111, 421, 1371, 440]
ad-lead-word: MILA NOWACKA,: [1383, 1080, 1477, 1092]
obituary-text: Ś. p. JAKUB KONIECZNY po długich a ciężkich cierpieniach, zaopatrzony Św. Sakramentami, zmarł dnia 16. czerwca 1943, przeżywszy lat 83. Na obrzęd pogrzebowy, który odbędzie się w sobotę dnia 19. czerwca 1943 r., o godz. 4-tej pop. z Domu Pogrzebowego przy ul. Kochanowskiego 94 na cmentarz Łyczakowski, zapraszają w głębokim smutku pogrążeni: [35, 386, 260, 499]
classified-ad: PÓŁBUCIKI męskie brązowe i czarne do sprzedania Grottgera 1a, m. 4, od 9—11 lub od 2—4. 23469: [836, 1218, 1101, 1250]
classified-ad: KUPIĘ pianino. Piekarska 34, m. 5.: [284, 1137, 557, 1156]
divider: [1392, 80, 1634, 82]
display-ad-headline: SIATKI damskie: [1419, 20, 1607, 46]
classified-ad: CHROMOWANIE — NIKLOWANIE SZUBROWSKI, BOIMÓW CZTERY.: [22, 1113, 273, 1144]
classified-ad: SPRZEDAM maszynę Singera, Aleksandrowicza 6 m. 9, sutereny 29910: [836, 72, 1101, 103]
ad-lead-word: WILLA: [285, 68, 319, 80]
classified-ad: SPRZEDAM półbucki brązowe lakierowane nr 42 mało używane, półbucki czarne płócienne (gumowe) nowe nr 39, sukienkę markizetową do przeróbki, bluzkę białą jedwabną — Zybilkiewicza 7, mieszk. trzy. v: [568, 41, 825, 109]
ad-lead-word: PANA,: [1383, 905, 1416, 918]
ad-lead-word: SPRZEDAM: [569, 12, 629, 24]
ad-lead-word: WZMACNIACZ: [285, 1202, 359, 1214]
classified-ad: WOLAŃSKI JÓZEF zamieszk. przed wojną w Złoczowie przy ul. Króla Jadwigi przez Zawadzką jest proszony o podanie adresu do Gaz. Lw. nr 23584: [1382, 1283, 1644, 1327]
classified-ad: FORTEPIAN zagranicznej marki — sprzedam, Wienerstr. 76, I. p., m. 4: [1111, 179, 1371, 210]
